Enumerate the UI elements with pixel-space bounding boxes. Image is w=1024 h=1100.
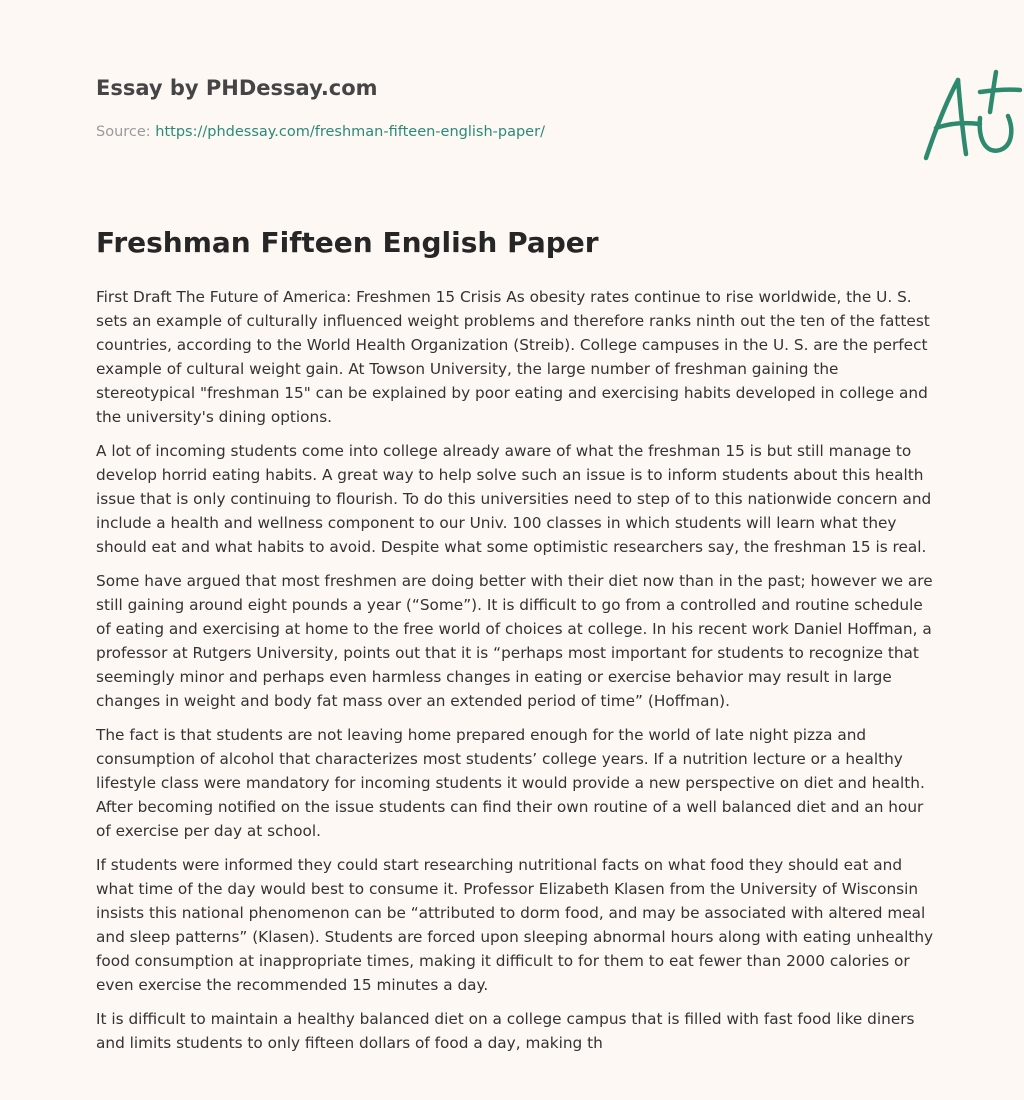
essay-paragraph: A lot of incoming students come into college already aware of what the freshman 15 is but still manage to develop horrid eating habits. A great way to help solve such an issue is to inform students about this health issue that is only continuing to flourish. To do this universities need to step of to this nationwide concern and include a health and wellness component to our Univ. 100 classes in which students will learn what they should eat and what habits to avoid. Despite what some optimistic researchers say, the freshman 15 is real. [96,442,932,556]
essay-title: Freshman Fifteen English Paper [96,226,599,259]
source-line [96,124,545,140]
source-label: Source: [96,124,156,140]
site-brand: Essay by PHDessay.com [96,76,378,100]
source-link[interactable]: https://phdessay.com/freshman-fifteen-english-paper/ [155,124,545,140]
essay-paragraph: If students were informed they could start researching nutritional facts on what food they should eat and what time of the day would best to consume it. Professor Elizabeth Klasen from the University of Wisconsin insists this national phenomenon can be “attributed to dorm food, and may be associated with altered meal and sleep patterns” (Klasen). Students are forced upon sleeping abnormal hours along with eating unhealthy food consumption at inappropriate times, making it difficult to for them to eat fewer than 2000 calories or even exercise the recommended 15 minutes a day. [96,856,934,994]
essay-paragraph: The fact is that students are not leaving home prepared enough for the world of late night pizza and consumption of alcohol that characterizes most students’ college years. If a nutrition lecture or a healthy lifestyle class were mandatory for incoming students it would provide a new perspective on diet and health. After becoming notified on the issue students can find their own routine of a well balanced diet and an hour of exercise per day at school. [96,726,925,840]
essay-paragraph: First Draft The Future of America: Freshmen 15 Crisis As obesity rates continue to rise worldwide, the U. S. sets an example of culturally influenced weight problems and therefore ranks ninth out the ten of the fattest countries, according to the World Health Organization (Streib). College campuses in the U. S. are the perfect example of cultural weight gain. At Towson University, the large number of freshman gaining the stereotypical "freshman 15" can be explained by poor eating and exercising habits developed in college and the university's dining options. [96,288,930,426]
essay-body [96,285,940,1065]
a-plus-logo-icon [922,68,1022,164]
essay-paragraph: It is difficult to maintain a healthy balanced diet on a college campus that is filled with fast food like diners and limits students to only fifteen dollars of food a day, making th [96,1010,915,1052]
essay-paragraph: Some have argued that most freshmen are doing better with their diet now than in the past; however we are still gaining around eight pounds a year (“Some”). It is difficult to go from a controlled and routine schedule of eating and exercising at home to the free world of choices at college. In his recent work Daniel Hoffman, a professor at Rutgers University, points out that it is “perhaps most important for students to recognize that seemingly minor and perhaps even harmless changes in eating or exercise behavior may result in large changes in weight and body fat mass over an extended period of time” (Hoffman). [96,572,933,710]
